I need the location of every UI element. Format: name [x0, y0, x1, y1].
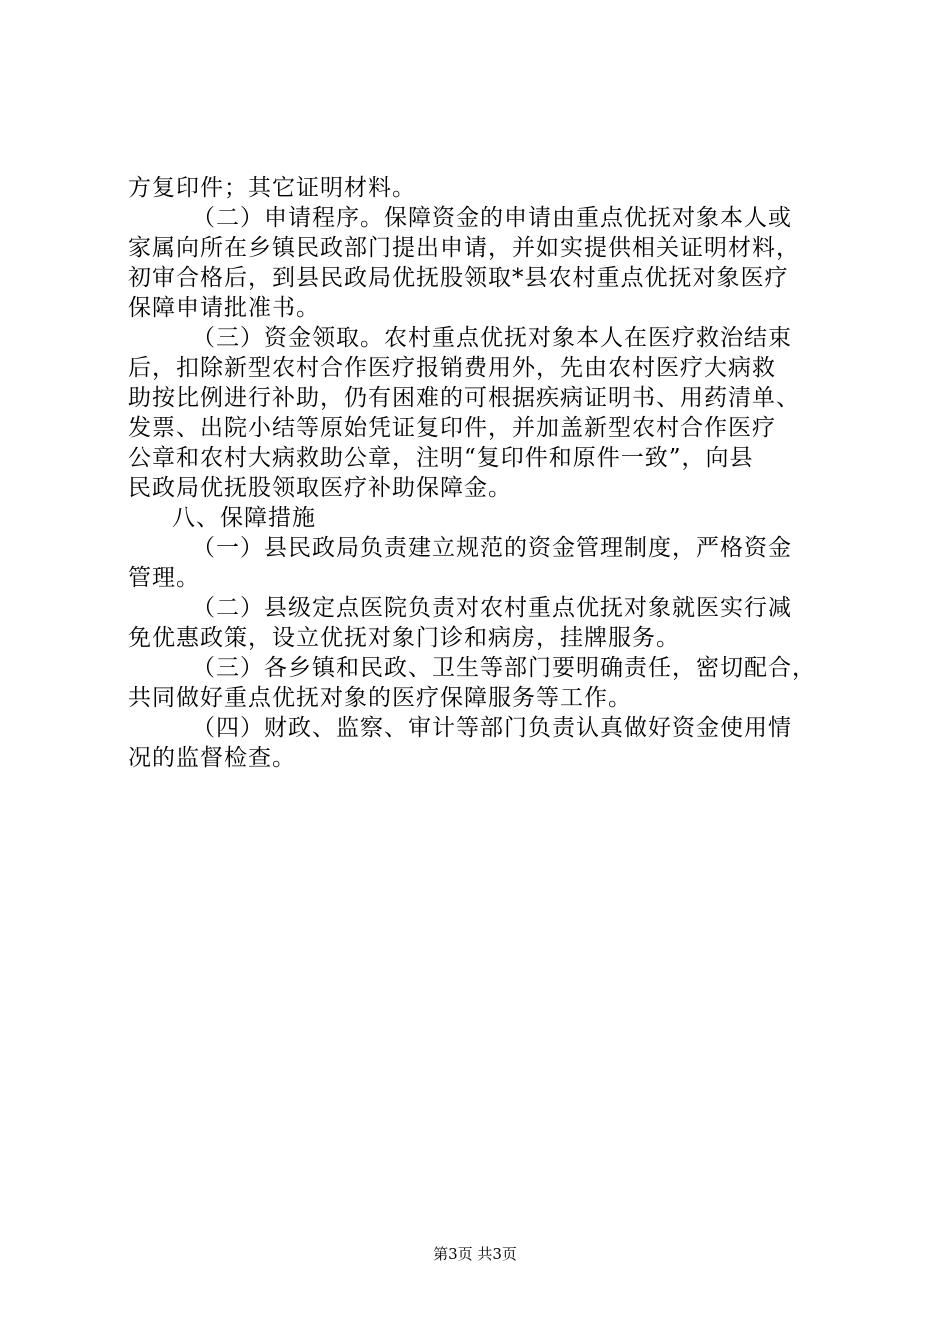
text-line: 家属向所在乡镇民政部门提出申请，并如实提供相关证明材料，: [128, 235, 800, 261]
text-line: 管理。: [128, 565, 200, 591]
text-line: （二）申请程序。保障资金的申请由重点优抚对象本人或: [192, 205, 792, 231]
document-body: [128, 173, 836, 773]
text-line: （一）县民政局负责建立规范的资金管理制度，严格资金: [192, 535, 792, 561]
text-line: （三）资金领取。农村重点优抚对象本人在医疗救治结束: [192, 325, 792, 351]
text-line: 公章和农村大病救助公章，注明“复印件和原件一致”，向县: [128, 445, 754, 471]
text-line: （四）财政、监察、审计等部门负责认真做好资金使用情: [192, 715, 792, 741]
text-line: 后，扣除新型农村合作医疗报销费用外，先由农村医疗大病救: [128, 355, 776, 381]
text-line: （三）各乡镇和民政、卫生等部门要明确责任，密切配合，: [192, 655, 816, 681]
text-line: 方复印件；其它证明材料。: [128, 175, 416, 201]
text-line: 民政局优抚股领取医疗补助保障金。: [128, 475, 512, 501]
text-line: 初审合格后，到县民政局优抚股领取*县农村重点优抚对象医疗: [128, 265, 789, 291]
text-line: （二）县级定点医院负责对农村重点优抚对象就医实行减: [192, 595, 792, 621]
text-line: 助按比例进行补助，仍有困难的可根据疾病证明书、用药清单、: [128, 385, 800, 411]
text-line: 发票、出院小结等原始凭证复印件，并加盖新型农村合作医疗: [128, 415, 776, 441]
text-line: 保障申请批准书。: [128, 295, 320, 321]
section-heading: 八、保障措施: [172, 505, 316, 531]
text-line: 况的监督检查。: [128, 745, 296, 771]
text-line: 免优惠政策，设立优抚对象门诊和病房，挂牌服务。: [128, 625, 680, 651]
page-footer: 第3页 共3页: [433, 1245, 517, 1263]
text-line: 共同做好重点优抚对象的医疗保障服务等工作。: [128, 685, 632, 711]
